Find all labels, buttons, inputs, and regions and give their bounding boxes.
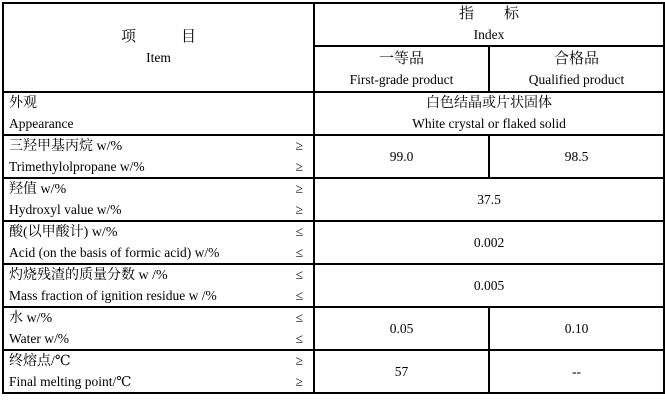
value-zh: 白色结晶或片状固体 — [426, 96, 552, 111]
row-item-water — [3, 307, 314, 350]
row-label-en: Hydroxyl value w/% — [9, 202, 122, 217]
row-label-zh: 终熔点/℃ — [9, 354, 71, 369]
col-header-qualified — [489, 46, 664, 92]
row-label-en: Acid (on the basis of formic acid) w/% — [9, 245, 220, 260]
item-header-cell — [3, 3, 314, 92]
row-label-en: Trimethylolpropane w/% — [9, 159, 145, 174]
ge-sign: ≥ — [295, 202, 303, 217]
le-sign: ≤ — [295, 224, 303, 239]
le-sign: ≤ — [295, 267, 303, 282]
spec-table — [2, 2, 665, 394]
col-qualified-en: Qualified product — [528, 71, 625, 87]
col-first-zh: 一等品 — [378, 50, 424, 67]
table-row — [3, 178, 664, 221]
ge-sign: ≥ — [295, 374, 303, 389]
index-header-en: Index — [473, 27, 505, 42]
col-qualified-zh: 合格品 — [554, 50, 600, 67]
ge-sign: ≥ — [295, 159, 303, 174]
table-row — [3, 264, 664, 307]
value-cell-first: 0.05 — [314, 307, 489, 350]
value-cell-merged: 37.5 — [314, 178, 664, 221]
row-label-zh: 灼烧残渣的质量分数 w /% — [9, 268, 168, 283]
row-item-acid — [3, 221, 314, 264]
row-label-zh: 三羟甲基丙烷 w/% — [9, 139, 123, 154]
value-en: White crystal or flaked solid — [412, 116, 566, 131]
item-header-en: Item — [146, 50, 171, 65]
le-sign: ≤ — [295, 288, 303, 303]
row-label-en: Appearance — [9, 116, 74, 131]
table-row — [3, 350, 664, 393]
row-label-zh: 外观 — [9, 96, 37, 111]
row-item-trimethylolpropane — [3, 135, 314, 178]
table-row — [3, 92, 664, 135]
row-item-appearance — [3, 92, 314, 135]
row-label-en: Water w/% — [9, 331, 70, 346]
le-sign: ≤ — [295, 331, 303, 346]
value-cell-qualified: 98.5 — [489, 135, 664, 178]
row-label-en: Mass fraction of ignition residue w /% — [9, 288, 217, 303]
le-sign: ≤ — [295, 310, 303, 325]
ge-sign: ≥ — [295, 181, 303, 196]
index-header-cell — [314, 3, 664, 46]
row-item-hydroxyl-value — [3, 178, 314, 221]
value-cell-first: 99.0 — [314, 135, 489, 178]
value-cell-qualified: 0.10 — [489, 307, 664, 350]
value-cell-appearance — [314, 92, 664, 135]
row-item-final-melting-point — [3, 350, 314, 393]
table-row — [3, 135, 664, 178]
index-header-zh: 指 标 — [459, 6, 520, 22]
col-first-en: First-grade product — [349, 71, 454, 87]
value-cell-first: 57 — [314, 350, 489, 393]
table-row — [3, 221, 664, 264]
ge-sign: ≥ — [295, 353, 303, 368]
ge-sign: ≥ — [295, 138, 303, 153]
le-sign: ≤ — [295, 245, 303, 260]
row-item-ignition-residue — [3, 264, 314, 307]
col-header-first-grade — [314, 46, 489, 92]
row-label-zh: 水 w/% — [9, 311, 53, 326]
value-cell-merged: 0.002 — [314, 221, 664, 264]
row-label-zh: 酸(以甲酸计) w/% — [9, 225, 118, 240]
value-cell-qualified: -- — [489, 350, 664, 393]
row-label-zh: 羟值 w/% — [9, 182, 67, 197]
row-label-en: Final melting point/℃ — [9, 374, 132, 389]
table-row — [3, 307, 664, 350]
value-cell-merged: 0.005 — [314, 264, 664, 307]
item-header-zh: 项 目 — [120, 29, 196, 45]
